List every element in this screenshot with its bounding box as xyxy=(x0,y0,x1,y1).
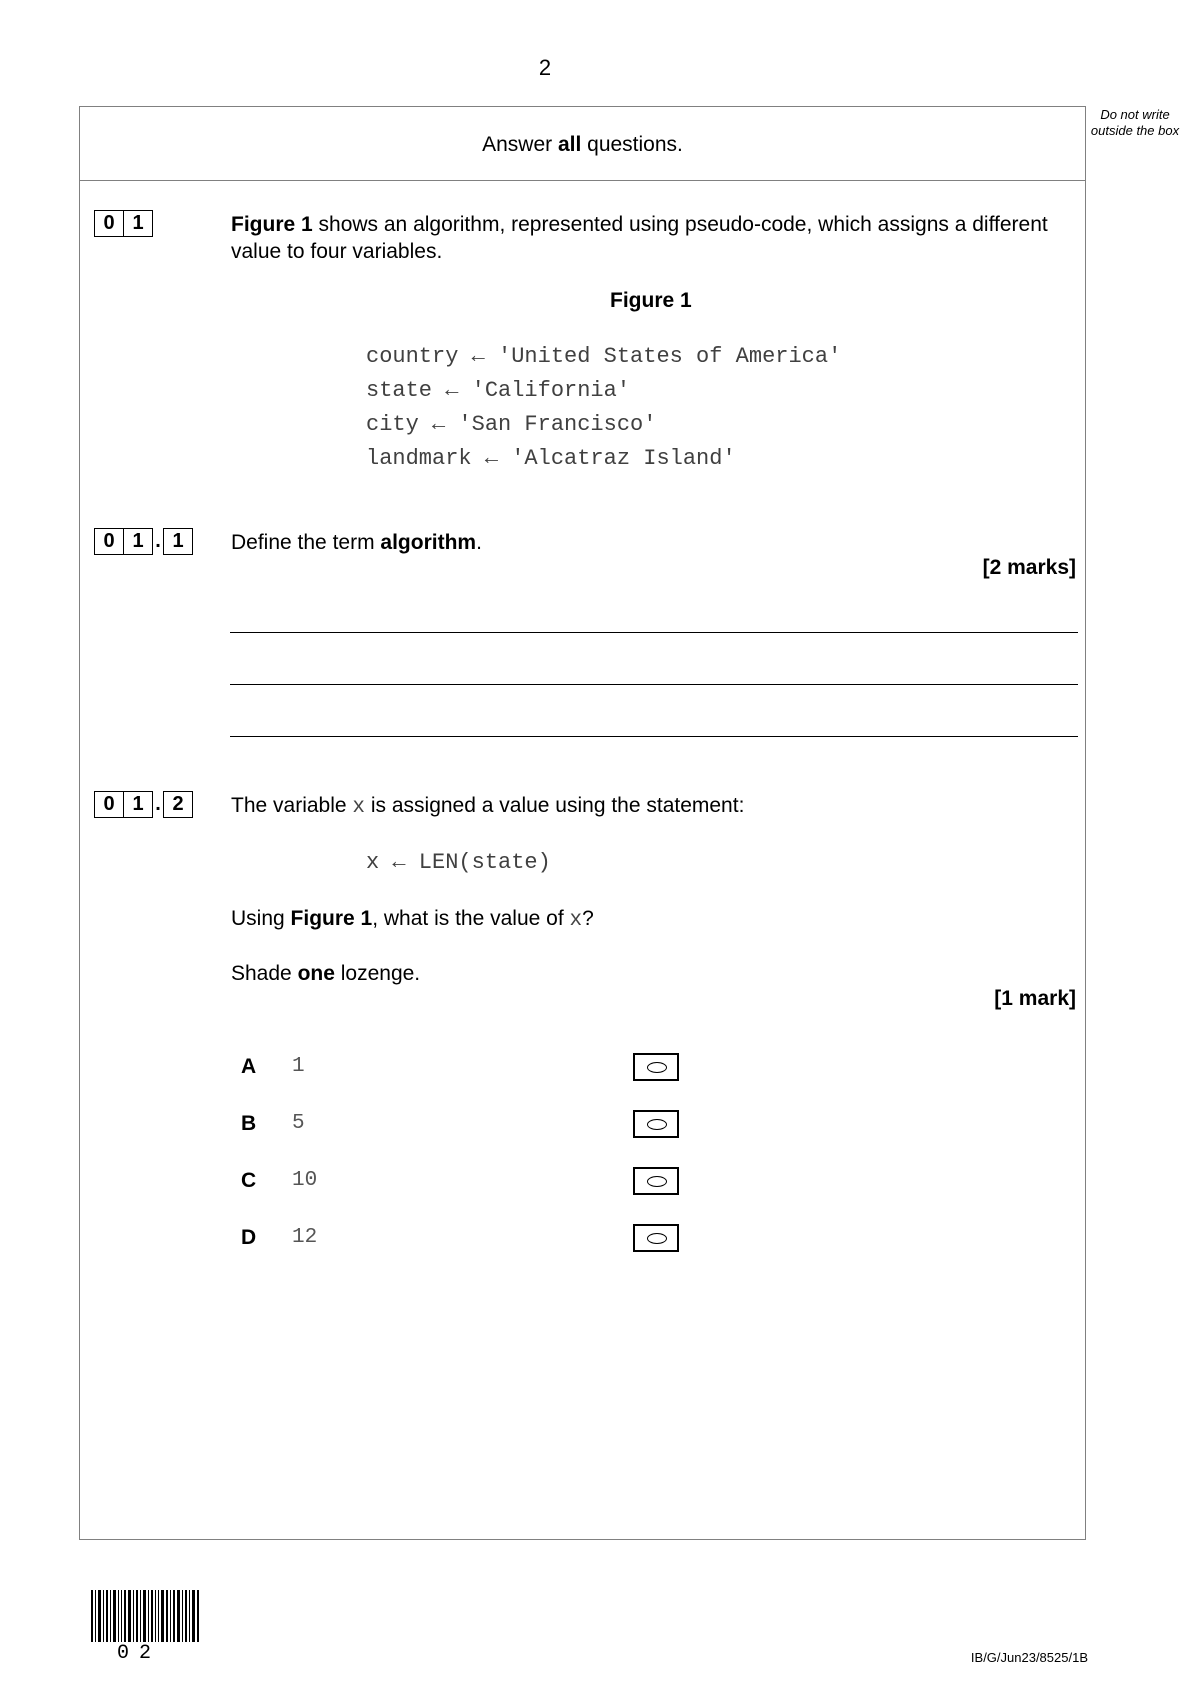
lozenge-icon xyxy=(647,1176,667,1187)
code-line: state ← 'California' xyxy=(366,378,631,403)
question-01-1-text: Define the term algorithm. xyxy=(231,531,482,554)
paper-code: IB/G/Jun23/8525/1B xyxy=(970,1650,1088,1665)
option-c-lozenge[interactable] xyxy=(633,1167,679,1195)
lozenge-icon xyxy=(647,1119,667,1130)
code-line: city ← 'San Francisco' xyxy=(366,412,657,437)
answer-frame xyxy=(79,106,1086,1540)
option-a-value: 1 xyxy=(292,1055,305,1078)
figure-title: Figure 1 xyxy=(610,289,692,312)
page-number: 2 xyxy=(538,55,552,80)
option-d-lozenge[interactable] xyxy=(633,1224,679,1252)
option-a-letter: A xyxy=(241,1055,257,1078)
option-a-lozenge[interactable] xyxy=(633,1053,679,1081)
answer-line[interactable] xyxy=(230,684,1078,685)
question-number-01-1: 0 1 . 1 xyxy=(94,528,193,555)
answer-line[interactable] xyxy=(230,632,1078,633)
barcode-icon xyxy=(91,1590,201,1642)
code-line: landmark ← 'Alcatraz Island' xyxy=(366,446,736,471)
option-b-letter: B xyxy=(241,1112,257,1135)
lozenge-icon xyxy=(647,1062,667,1073)
margin-note: Do not write outside the box xyxy=(1090,107,1180,138)
answer-line[interactable] xyxy=(230,736,1078,737)
code-line: country ← 'United States of America' xyxy=(366,344,842,369)
assignment-code: x ← LEN(state) xyxy=(366,850,551,875)
lozenge-icon xyxy=(647,1233,667,1244)
question-01-intro: Figure 1 shows an algorithm, represented using pseudo-code, which assigns a different value to four variables. xyxy=(231,213,1048,263)
question-01-2-ask: Using Figure 1, what is the value of x? xyxy=(231,907,594,932)
question-01-2-statement: The variable x is assigned a value using the statement: xyxy=(231,794,745,819)
shade-instruction: Shade one lozenge. xyxy=(231,962,421,985)
barcode-digits: 02 xyxy=(117,1642,162,1665)
option-c-letter: C xyxy=(241,1169,257,1192)
option-b-value: 5 xyxy=(292,1112,305,1135)
option-d-value: 12 xyxy=(292,1226,318,1249)
header-divider xyxy=(79,180,1086,181)
instruction-text: Answer all questions. xyxy=(482,133,683,156)
marks-label: [1 mark] xyxy=(994,987,1076,1010)
option-c-value: 10 xyxy=(292,1169,318,1192)
marks-label: [2 marks] xyxy=(982,556,1076,579)
question-number-01-2: 0 1 . 2 xyxy=(94,791,193,818)
question-number-01: 0 1 xyxy=(94,210,153,237)
option-d-letter: D xyxy=(241,1226,257,1249)
option-b-lozenge[interactable] xyxy=(633,1110,679,1138)
